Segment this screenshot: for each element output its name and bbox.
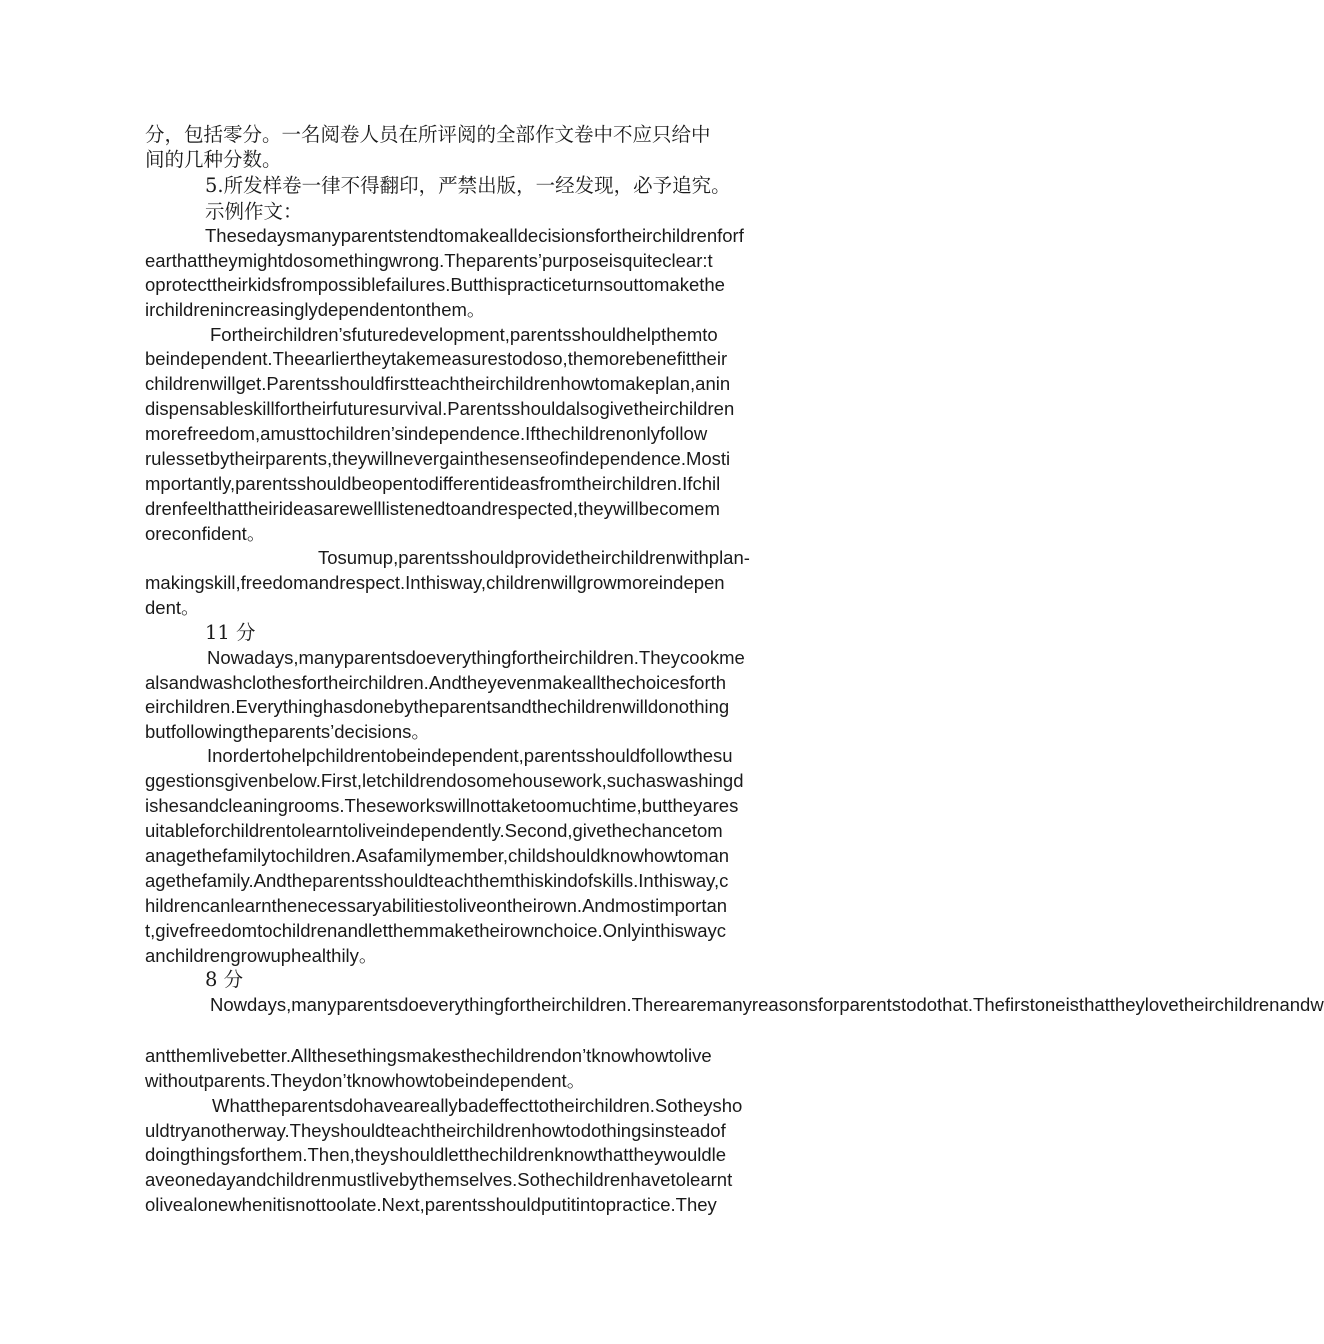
text-line: rulessetbytheirparents,theywillnevergainthesenseofindependence.Mosti <box>145 448 731 469</box>
text-line: 间的几种分数。 <box>145 148 282 171</box>
text-line: Inordertohelpchildrentobeindependent,parentsshouldfollowthesu <box>207 745 733 766</box>
text-line: childrenwillget.Parentsshouldfirstteachtheirchildrenhowtomakeplan,anin <box>145 373 731 394</box>
text-line: anagethefamilytochildren.Asafamilymember,childshouldknowhowtoman <box>145 845 730 866</box>
text-line: uldtryanotherway.Theyshouldteachtheirchildrenhowtodothingsinsteadof <box>145 1120 726 1141</box>
text-line: irchildrenincreasinglydependentonthem。 <box>145 299 486 320</box>
text-line: ishesandcleaningrooms.Theseworkswillnottaketoomuchtime,buttheyares <box>145 795 739 816</box>
text-line: earthattheymightdosomethingwrong.Theparents’purposeisquiteclear:t <box>145 250 713 271</box>
text-line: dispensableskillfortheirfuturesurvival.Parentsshouldalsogivetheirchildren <box>145 398 735 419</box>
text-line: Nowdays,manyparentsdoeverythingfortheirchildren.Therearemanyreasonsforparentstodothat.Thefirstoneisthattheylovetheirchildrenandw <box>210 994 1324 1015</box>
text-line: 示例作文： <box>205 200 303 223</box>
score-label: 11 分 <box>205 621 256 644</box>
text-line: 5.所发样卷一律不得翻印，严禁出版，一经发现，必予追究。 <box>205 174 731 197</box>
text-line: doingthingsforthem.Then,theyshouldletthechildrenknowthattheywouldle <box>145 1144 727 1165</box>
text-line: Thesedaysmanyparentstendtomakealldecisionsfortheirchildrenforf <box>205 225 744 246</box>
text-line: morefreedom,amusttochildren’sindependence.Ifthechildrenonlyfollow <box>145 423 708 444</box>
score-label: 8 分 <box>205 968 244 991</box>
text-line: 分，包括零分。一名阅卷人员在所评阅的全部作文卷中不应只给中 <box>145 123 711 146</box>
text-line: dent。 <box>145 597 200 618</box>
text-line: antthemlivebetter.Allthesethingsmakesthechildrendon’tknowhowtolive <box>145 1045 712 1066</box>
text-line: makingskill,freedomandrespect.Inthisway,childrenwillgrowmoreindepen <box>145 572 725 593</box>
text-line: hildrencanlearnthenecessaryabilitiestoliveontheirown.Andmostimportan <box>145 895 728 916</box>
text-line: oprotecttheirkidsfrompossiblefailures.Butthispracticeturnsouttomakethe <box>145 274 725 295</box>
text-line: drenfeelthattheirideasarewelllistenedtoandrespected,theywillbecomem <box>145 498 720 519</box>
text-line: beindependent.Theearliertheytakemeasurestodoso,themorebenefittheir <box>145 348 728 369</box>
text-line: alsandwashclothesfortheirchildren.Andtheyevenmakeallthechoicesforth <box>145 672 727 693</box>
text-line: Tosumup,parentsshouldprovidetheirchildrenwithplan- <box>318 547 750 568</box>
text-line: oreconfident。 <box>145 523 266 544</box>
text-line: Fortheirchildren’sfuturedevelopment,parentsshouldhelpthemto <box>210 324 718 345</box>
text-line: olivealonewhenitisnottoolate.Next,parentsshouldputitintopractice.They <box>145 1194 717 1215</box>
text-line: butfollowingtheparents’decisions。 <box>145 721 430 742</box>
text-line: withoutparents.Theydon’tknowhowtobeindependent。 <box>145 1070 586 1091</box>
text-line: Whattheparentsdohaveareallybadeffecttotheirchildren.Sotheysho <box>212 1095 743 1116</box>
text-line: mportantly,parentsshouldbeopentodifferentideasfromtheirchildren.Ifchil <box>145 473 721 494</box>
text-line: anchildrengrowuphealthily。 <box>145 945 378 966</box>
text-line: agethefamily.Andtheparentsshouldteachthemthiskindofskills.Inthisway,c <box>145 870 729 891</box>
text-line: uitableforchildrentolearntoliveindependently.Second,givethechancetom <box>145 820 723 841</box>
text-line: Nowadays,manyparentsdoeverythingfortheirchildren.Theycookme <box>207 647 745 668</box>
text-line: t,givefreedomtochildrenandletthemmaketheirownchoice.Onlyinthiswayc <box>145 920 726 941</box>
text-line: ggestionsgivenbelow.First,letchildrendosomehousework,suchaswashingd <box>145 770 744 791</box>
text-line: aveonedayandchildrenmustlivebythemselves.Sothechildrenhavetolearnt <box>145 1169 733 1190</box>
text-line: eirchildren.Everythinghasdonebytheparentsandthechildrenwilldonothing <box>145 696 730 717</box>
